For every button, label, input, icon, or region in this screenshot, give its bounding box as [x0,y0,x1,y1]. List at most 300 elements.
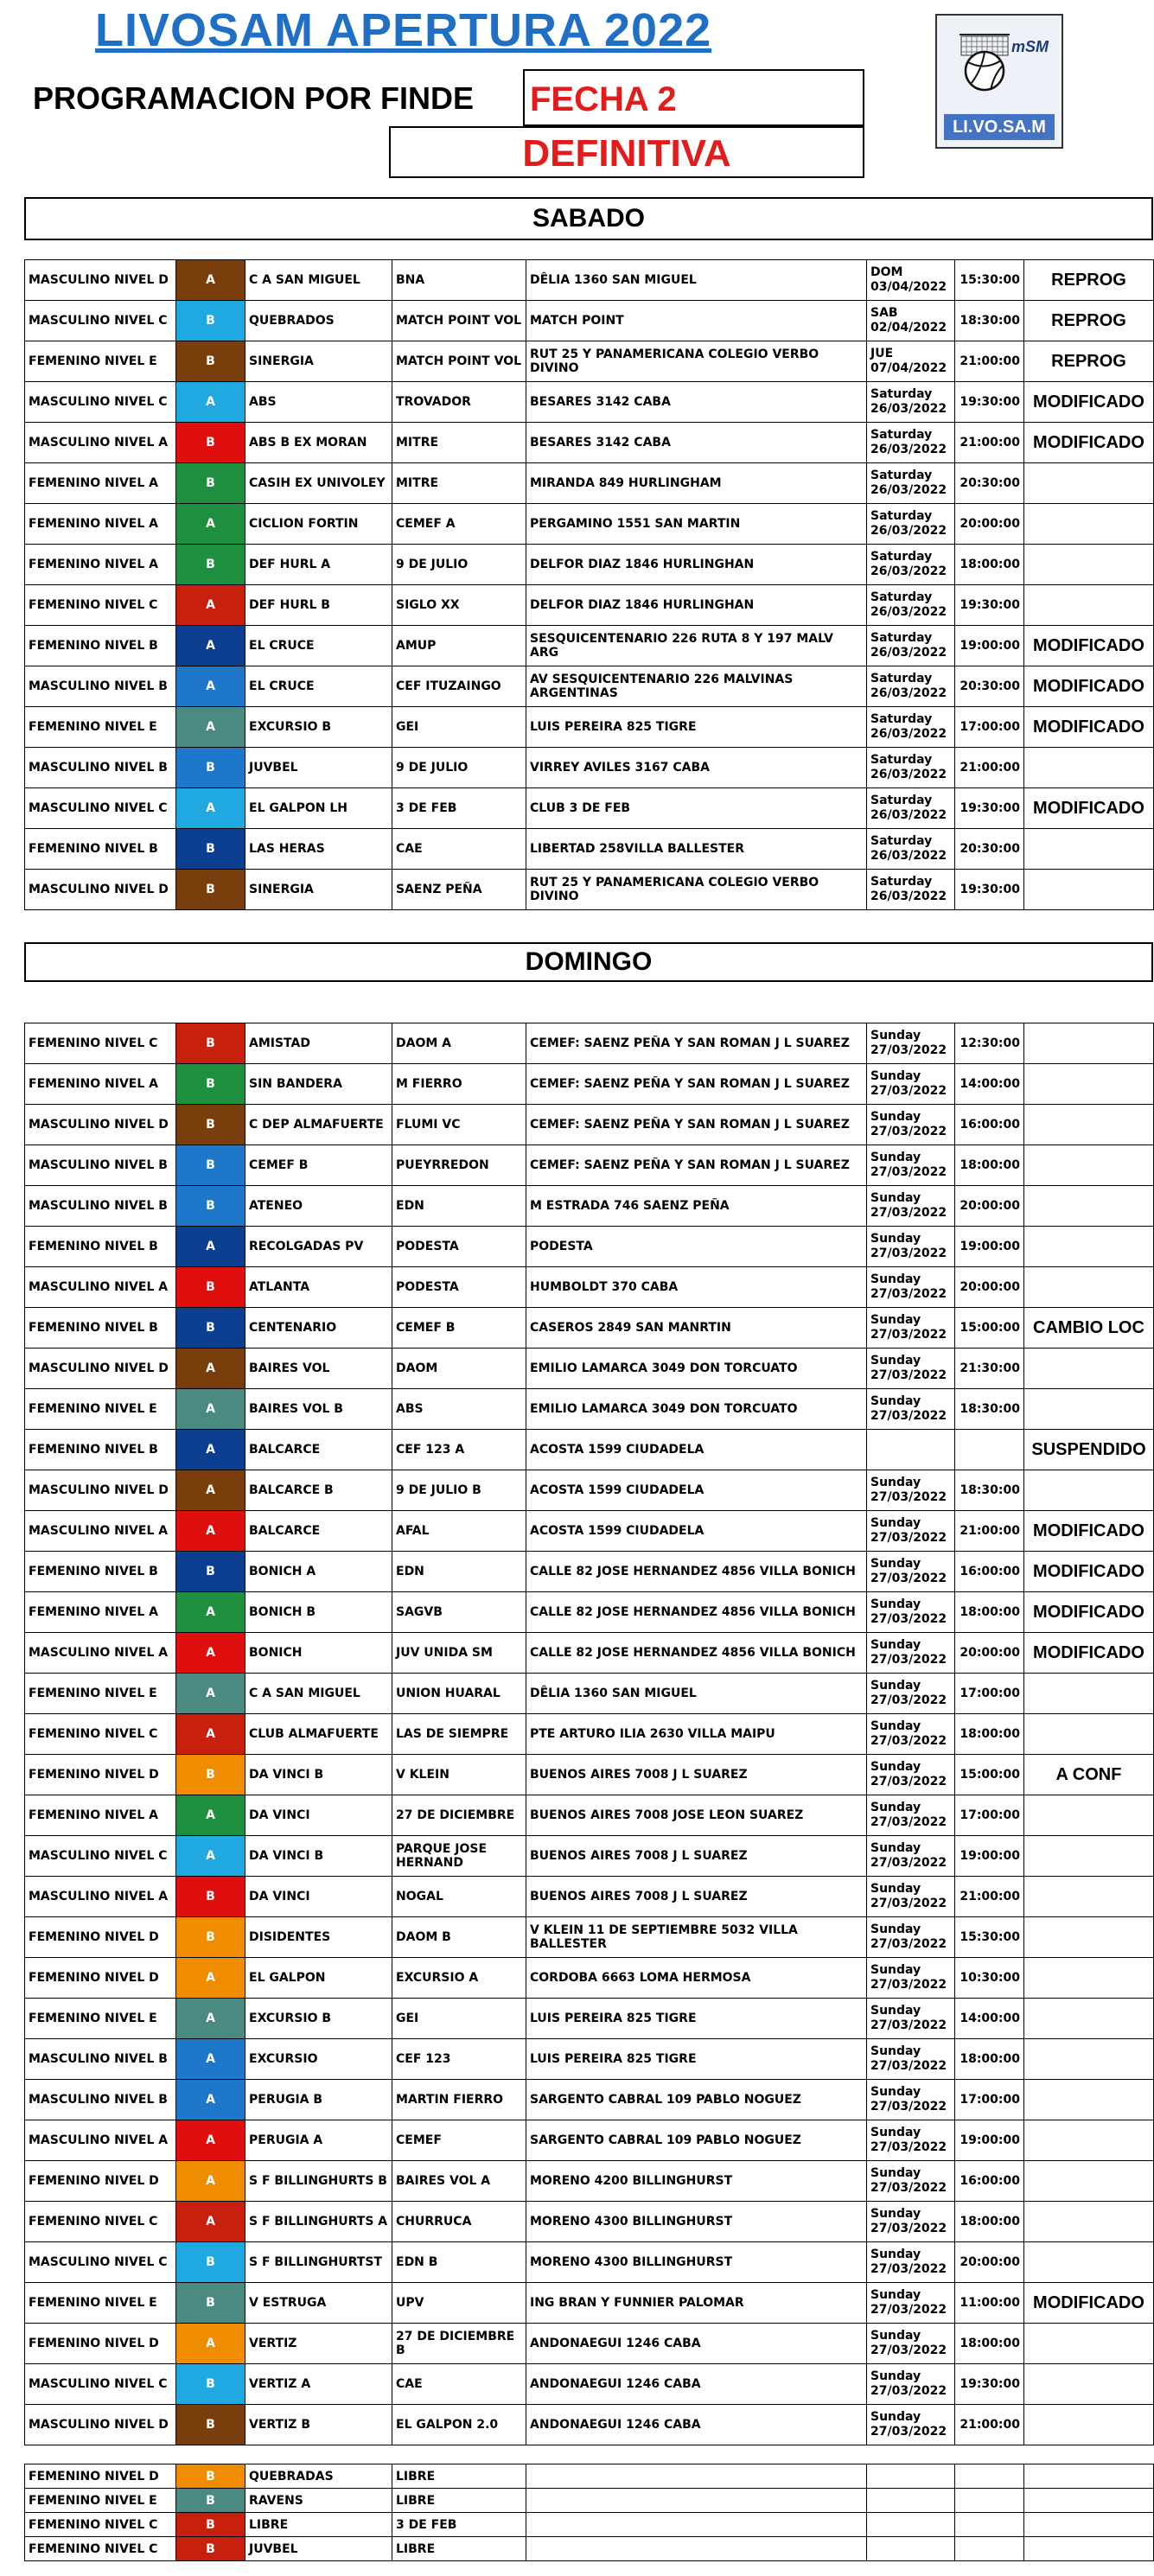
category-cell: B [176,341,245,382]
date-cell: Saturday 26/03/2022 [867,585,955,626]
category-cell: B [176,301,245,341]
time-cell: 21:00:00 [955,1877,1024,1917]
team-cell: CASIH EX UNIVOLEY [245,463,392,504]
team-cell: C A SAN MIGUEL [245,1674,392,1714]
time-cell: 20:00:00 [955,504,1024,545]
date-cell: Sunday 27/03/2022 [867,1227,955,1267]
category-cell: B [176,2283,245,2324]
schedule-row [25,2364,1154,2405]
team-cell: LIBRE [245,2513,392,2537]
status-cell [1024,1064,1154,1105]
team-cell: PERUGIA B [245,2080,392,2120]
status-cell [1024,2537,1154,2561]
team-cell: S F BILLINGHURTST [245,2242,392,2283]
division-cell: MASCULINO NIVEL C [25,788,176,829]
place-cell: DÊLIA 1360 SAN MIGUEL [526,260,867,301]
date-cell: Sunday 27/03/2022 [867,2202,955,2242]
division-cell: MASCULINO NIVEL B [25,2039,176,2080]
team-cell: BONICH [245,1633,392,1674]
division-cell: MASCULINO NIVEL A [25,423,176,463]
rival-cell: 27 DE DICIEMBRE [392,1795,526,1836]
rival-cell: GEI [392,1999,526,2039]
estado-label: DEFINITIVA [389,126,864,178]
date-cell: Sunday 27/03/2022 [867,1267,955,1308]
rival-cell: DAOM B [392,1917,526,1958]
date-cell: Saturday 26/03/2022 [867,382,955,423]
category-cell: A [176,585,245,626]
division-cell: FEMENINO NIVEL D [25,1917,176,1958]
date-cell: Sunday 27/03/2022 [867,1592,955,1633]
date-cell: Sunday 27/03/2022 [867,1349,955,1389]
schedule-row [25,829,1154,870]
time-cell: 15:00:00 [955,1308,1024,1349]
division-cell: MASCULINO NIVEL A [25,1877,176,1917]
date-cell: Sunday 27/03/2022 [867,2405,955,2445]
team-cell: VERTIZ A [245,2364,392,2405]
team-cell: EL CRUCE [245,666,392,707]
time-cell: 18:00:00 [955,1145,1024,1186]
time-cell: 20:00:00 [955,2242,1024,2283]
schedule-row [25,1877,1154,1917]
schedule-row [25,1633,1154,1674]
place-cell: DELFOR DIAZ 1846 HURLINGHAN [526,585,867,626]
place-cell: VIRREY AVILES 3167 CABA [526,748,867,788]
place-cell: MORENO 4300 BILLINGHURST [526,2202,867,2242]
team-cell: DA VINCI B [245,1755,392,1795]
division-cell: MASCULINO NIVEL C [25,2364,176,2405]
division-cell: MASCULINO NIVEL B [25,1186,176,1227]
time-cell: 12:30:00 [955,1023,1024,1064]
section-domingo-title: DOMINGO [24,942,1153,982]
rival-cell: PODESTA [392,1227,526,1267]
schedule-row [25,1064,1154,1105]
schedule-row [25,666,1154,707]
team-cell: ABS B EX MORAN [245,423,392,463]
place-cell: CLUB 3 DE FEB [526,788,867,829]
time-cell: 19:00:00 [955,1836,1024,1877]
team-cell: BAIRES VOL [245,1349,392,1389]
status-cell [1024,2161,1154,2202]
status-cell [1024,2202,1154,2242]
status-cell: MODIFICADO [1024,423,1154,463]
time-cell: 16:00:00 [955,2161,1024,2202]
schedule-row [25,1349,1154,1389]
team-cell: EXCURSIO [245,2039,392,2080]
time-cell: 19:00:00 [955,2120,1024,2161]
time-cell: 18:00:00 [955,2324,1024,2364]
category-cell: B [176,1267,245,1308]
time-cell: 14:00:00 [955,1999,1024,2039]
status-cell [1024,1836,1154,1877]
status-cell: MODIFICADO [1024,1552,1154,1592]
status-cell [1024,2364,1154,2405]
sabado-table [24,259,1154,910]
date-cell: Sunday 27/03/2022 [867,2242,955,2283]
time-cell: 16:00:00 [955,1105,1024,1145]
category-cell: B [176,2513,245,2537]
status-cell [1024,463,1154,504]
place-cell [526,2464,867,2489]
schedule-row [25,2489,1154,2513]
date-cell: Sunday 27/03/2022 [867,1674,955,1714]
place-cell: SARGENTO CABRAL 109 PABLO NOGUEZ [526,2120,867,2161]
time-cell: 20:00:00 [955,1267,1024,1308]
date-cell: Saturday 26/03/2022 [867,504,955,545]
schedule-row [25,1511,1154,1552]
division-cell: FEMENINO NIVEL E [25,341,176,382]
status-cell [1024,504,1154,545]
division-cell: FEMENINO NIVEL A [25,504,176,545]
rival-cell: EDN B [392,2242,526,2283]
team-cell: CENTENARIO [245,1308,392,1349]
division-cell: FEMENINO NIVEL E [25,1389,176,1430]
category-cell: A [176,382,245,423]
rival-cell: SAGVB [392,1592,526,1633]
rival-cell: AFAL [392,1511,526,1552]
date-cell [867,2489,955,2513]
schedule-row [25,1836,1154,1877]
time-cell: 17:00:00 [955,1674,1024,1714]
rival-cell: 3 DE FEB [392,2513,526,2537]
rival-cell: JUV UNIDA SM [392,1633,526,1674]
time-cell: 21:00:00 [955,2405,1024,2445]
category-cell: A [176,504,245,545]
date-cell: Saturday 26/03/2022 [867,870,955,910]
status-cell [1024,748,1154,788]
place-cell: ACOSTA 1599 CIUDADELA [526,1430,867,1470]
team-cell: BALCARCE [245,1511,392,1552]
schedule-row [25,1958,1154,1999]
date-cell: Saturday 26/03/2022 [867,423,955,463]
rival-cell: CEMEF [392,2120,526,2161]
team-cell: V ESTRUGA [245,2283,392,2324]
schedule-row [25,707,1154,748]
team-cell: AMISTAD [245,1023,392,1064]
schedule-row [25,1795,1154,1836]
time-cell: 18:00:00 [955,1714,1024,1755]
division-cell: FEMENINO NIVEL D [25,1755,176,1795]
category-cell: A [176,707,245,748]
category-cell: B [176,1917,245,1958]
time-cell: 21:00:00 [955,423,1024,463]
status-cell [1024,2489,1154,2513]
team-cell: DA VINCI B [245,1836,392,1877]
time-cell: 17:00:00 [955,1795,1024,1836]
date-cell: Sunday 27/03/2022 [867,1877,955,1917]
schedule-row [25,870,1154,910]
division-cell: MASCULINO NIVEL D [25,1349,176,1389]
rival-cell: CHURRUCA [392,2202,526,2242]
rival-cell: MITRE [392,463,526,504]
status-cell [1024,1470,1154,1511]
status-cell [1024,1145,1154,1186]
place-cell: SESQUICENTENARIO 226 RUTA 8 Y 197 MALV ARG [526,626,867,666]
place-cell: ACOSTA 1599 CIUDADELA [526,1470,867,1511]
place-cell: BESARES 3142 CABA [526,423,867,463]
category-cell: B [176,2405,245,2445]
date-cell: DOM 03/04/2022 [867,260,955,301]
division-cell: FEMENINO NIVEL E [25,707,176,748]
rival-cell: CAE [392,2364,526,2405]
time-cell [955,1430,1024,1470]
division-cell: FEMENINO NIVEL C [25,2513,176,2537]
division-cell: MASCULINO NIVEL C [25,2242,176,2283]
rival-cell: M FIERRO [392,1064,526,1105]
schedule-row [25,2161,1154,2202]
date-cell: Sunday 27/03/2022 [867,1999,955,2039]
category-cell: A [176,666,245,707]
place-cell: ANDONAEGUI 1246 CABA [526,2405,867,2445]
date-cell [867,1430,955,1470]
division-cell: MASCULINO NIVEL B [25,666,176,707]
time-cell: 21:00:00 [955,748,1024,788]
time-cell [955,2513,1024,2537]
team-cell: RAVENS [245,2489,392,2513]
date-cell: Sunday 27/03/2022 [867,2324,955,2364]
team-cell: ATLANTA [245,1267,392,1308]
status-cell: MODIFICADO [1024,1592,1154,1633]
status-cell [1024,545,1154,585]
rival-cell: LAS DE SIEMPRE [392,1714,526,1755]
category-cell: A [176,1999,245,2039]
status-cell [1024,2242,1154,2283]
category-cell: A [176,626,245,666]
time-cell: 18:30:00 [955,1470,1024,1511]
category-cell: B [176,829,245,870]
time-cell: 19:00:00 [955,1227,1024,1267]
schedule-row [25,301,1154,341]
category-cell: A [176,1592,245,1633]
rival-cell: 9 DE JULIO [392,545,526,585]
time-cell: 18:30:00 [955,1389,1024,1430]
time-cell: 18:00:00 [955,2202,1024,2242]
category-cell: A [176,1674,245,1714]
place-cell: BUENOS AIRES 7008 J L SUAREZ [526,1836,867,1877]
team-cell: CLUB ALMAFUERTE [245,1714,392,1755]
place-cell: LUIS PEREIRA 825 TIGRE [526,707,867,748]
rival-cell: CEMEF B [392,1308,526,1349]
time-cell: 15:30:00 [955,1917,1024,1958]
place-cell: RUT 25 Y PANAMERICANA COLEGIO VERBO DIVINO [526,341,867,382]
date-cell [867,2513,955,2537]
date-cell: Saturday 26/03/2022 [867,707,955,748]
division-cell: FEMENINO NIVEL B [25,829,176,870]
status-cell [1024,1349,1154,1389]
team-cell: ATENEO [245,1186,392,1227]
date-cell: Sunday 27/03/2022 [867,1836,955,1877]
division-cell: MASCULINO NIVEL D [25,2405,176,2445]
team-cell: SIN BANDERA [245,1064,392,1105]
schedule-row [25,545,1154,585]
date-cell: Sunday 27/03/2022 [867,2120,955,2161]
time-cell: 18:00:00 [955,1592,1024,1633]
division-cell: FEMENINO NIVEL E [25,1999,176,2039]
rival-cell: DAOM A [392,1023,526,1064]
team-cell: S F BILLINGHURTS A [245,2202,392,2242]
category-cell: A [176,1389,245,1430]
division-cell: MASCULINO NIVEL C [25,1836,176,1877]
division-cell: MASCULINO NIVEL B [25,2080,176,2120]
rival-cell: SAENZ PEÑA [392,870,526,910]
place-cell: ACOSTA 1599 CIUDADELA [526,1511,867,1552]
schedule-row [25,1470,1154,1511]
division-cell: FEMENINO NIVEL A [25,1795,176,1836]
date-cell: Saturday 26/03/2022 [867,829,955,870]
place-cell: BUENOS AIRES 7008 J L SUAREZ [526,1877,867,1917]
schedule-row [25,1267,1154,1308]
place-cell: PTE ARTURO ILIA 2630 VILLA MAIPU [526,1714,867,1755]
time-cell [955,2464,1024,2489]
rival-cell: 9 DE JULIO B [392,1470,526,1511]
date-cell: Sunday 27/03/2022 [867,1064,955,1105]
division-cell: FEMENINO NIVEL B [25,1430,176,1470]
date-cell: JUE 07/04/2022 [867,341,955,382]
date-cell: Sunday 27/03/2022 [867,1917,955,1958]
team-cell: EL CRUCE [245,626,392,666]
status-cell [1024,1795,1154,1836]
status-cell [1024,870,1154,910]
rival-cell: 27 DE DICIEMBRE B [392,2324,526,2364]
team-cell: JUVBEL [245,2537,392,2561]
rival-cell: CEF ITUZAINGO [392,666,526,707]
time-cell: 11:00:00 [955,2283,1024,2324]
logo-name: LI.VO.SA.M [944,114,1055,140]
schedule-row [25,748,1154,788]
division-cell: MASCULINO NIVEL C [25,301,176,341]
place-cell [526,2489,867,2513]
place-cell: BUENOS AIRES 7008 J L SUAREZ [526,1755,867,1795]
place-cell: MIRANDA 849 HURLINGHAM [526,463,867,504]
place-cell: LUIS PEREIRA 825 TIGRE [526,1999,867,2039]
schedule-row [25,504,1154,545]
category-cell: A [176,1633,245,1674]
schedule-row [25,2464,1154,2489]
category-cell: A [176,1511,245,1552]
team-cell: C DEP ALMAFUERTE [245,1105,392,1145]
team-cell: DA VINCI [245,1795,392,1836]
status-cell: MODIFICADO [1024,382,1154,423]
date-cell: Sunday 27/03/2022 [867,1958,955,1999]
date-cell: Saturday 26/03/2022 [867,545,955,585]
status-cell [1024,1023,1154,1064]
division-cell: FEMENINO NIVEL D [25,2464,176,2489]
rival-cell: MARTIN FIERRO [392,2080,526,2120]
status-cell: MODIFICADO [1024,788,1154,829]
date-cell: Saturday 26/03/2022 [867,626,955,666]
team-cell: S F BILLINGHURTS B [245,2161,392,2202]
schedule-row [25,1308,1154,1349]
status-cell: CAMBIO LOC [1024,1308,1154,1349]
date-cell [867,2537,955,2561]
rival-cell: MATCH POINT VOL [392,301,526,341]
time-cell: 10:30:00 [955,1958,1024,1999]
time-cell: 17:00:00 [955,707,1024,748]
category-cell: B [176,2364,245,2405]
team-cell: JUVBEL [245,748,392,788]
division-cell: FEMENINO NIVEL C [25,1023,176,1064]
date-cell: Sunday 27/03/2022 [867,2161,955,2202]
status-cell [1024,2513,1154,2537]
schedule-row [25,341,1154,382]
time-cell: 19:30:00 [955,788,1024,829]
category-cell: A [176,1470,245,1511]
place-cell: AV SESQUICENTENARIO 226 MALVINAS ARGENTINAS [526,666,867,707]
category-cell: B [176,1064,245,1105]
team-cell: BALCARCE [245,1430,392,1470]
schedule-row [25,1105,1154,1145]
team-cell: BAIRES VOL B [245,1389,392,1430]
schedule-row [25,1552,1154,1592]
category-cell: A [176,2080,245,2120]
team-cell: CICLION FORTIN [245,504,392,545]
date-cell: Saturday 26/03/2022 [867,748,955,788]
division-cell: MASCULINO NIVEL B [25,1145,176,1186]
rival-cell: EDN [392,1552,526,1592]
division-cell: FEMENINO NIVEL B [25,1227,176,1267]
date-cell: Sunday 27/03/2022 [867,1389,955,1430]
rival-cell: UPV [392,2283,526,2324]
status-cell [1024,1227,1154,1267]
date-cell: Sunday 27/03/2022 [867,1023,955,1064]
place-cell: M ESTRADA 746 SAENZ PEÑA [526,1186,867,1227]
time-cell: 20:30:00 [955,829,1024,870]
rival-cell: PUEYRREDON [392,1145,526,1186]
time-cell: 19:30:00 [955,870,1024,910]
rival-cell: PARQUE JOSE HERNAND [392,1836,526,1877]
section-sabado-title: SABADO [24,197,1153,240]
schedule-row [25,585,1154,626]
date-cell: Sunday 27/03/2022 [867,1714,955,1755]
rival-cell: 3 DE FEB [392,788,526,829]
schedule-row [25,1674,1154,1714]
rival-cell: LIBRE [392,2489,526,2513]
team-cell: QUEBRADAS [245,2464,392,2489]
domingo-table [24,1023,1154,2445]
category-cell: A [176,2161,245,2202]
place-cell: ANDONAEGUI 1246 CABA [526,2324,867,2364]
schedule-row [25,423,1154,463]
date-cell: Sunday 27/03/2022 [867,1186,955,1227]
status-cell [1024,1186,1154,1227]
team-cell: SINERGIA [245,870,392,910]
schedule-row [25,2283,1154,2324]
place-cell: V KLEIN 11 DE SEPTIEMBRE 5032 VILLA BALLESTER [526,1917,867,1958]
date-cell [867,2464,955,2489]
schedule-row [25,382,1154,423]
time-cell: 20:30:00 [955,666,1024,707]
rival-cell: CEMEF A [392,504,526,545]
rival-cell: EXCURSIO A [392,1958,526,1999]
division-cell: FEMENINO NIVEL C [25,2537,176,2561]
time-cell [955,2537,1024,2561]
place-cell: CEMEF: SAENZ PEÑA Y SAN ROMAN J L SUAREZ [526,1145,867,1186]
rival-cell: ABS [392,1389,526,1430]
status-cell: REPROG [1024,260,1154,301]
place-cell: CORDOBA 6663 LOMA HERMOSA [526,1958,867,1999]
rival-cell: PODESTA [392,1267,526,1308]
category-cell: B [176,1877,245,1917]
status-cell: MODIFICADO [1024,707,1154,748]
time-cell: 17:00:00 [955,2080,1024,2120]
place-cell: CALLE 82 JOSE HERNANDEZ 4856 VILLA BONICH [526,1552,867,1592]
date-cell: Saturday 26/03/2022 [867,788,955,829]
date-cell: Sunday 27/03/2022 [867,1755,955,1795]
team-cell: EL GALPON [245,1958,392,1999]
status-cell [1024,585,1154,626]
rival-cell: 9 DE JULIO [392,748,526,788]
team-cell: QUEBRADOS [245,301,392,341]
category-cell: B [176,1552,245,1592]
